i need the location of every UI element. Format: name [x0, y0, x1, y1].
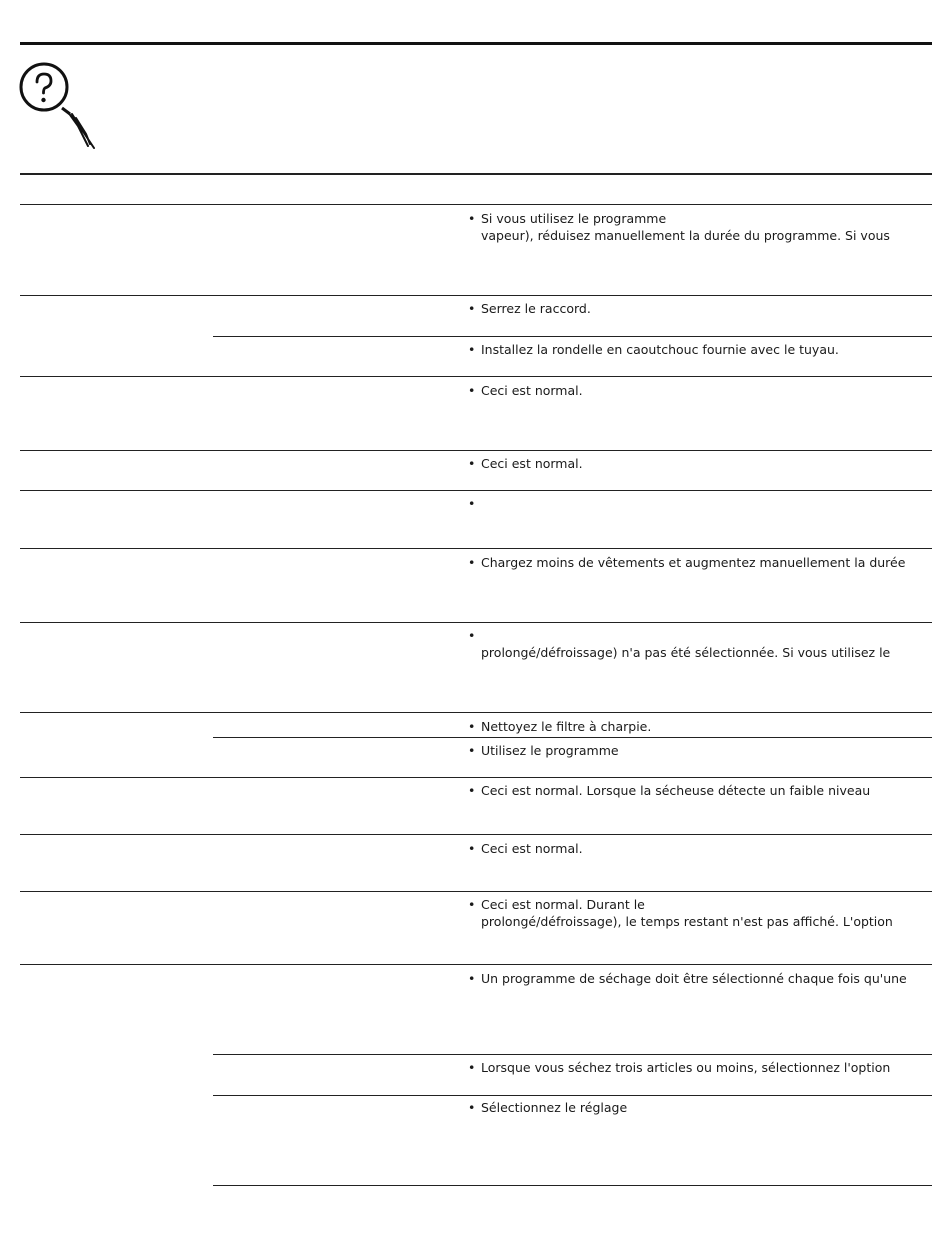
- solution-cell: [468, 896, 918, 930]
- solution-text: Ceci est normal. Lorsque la sécheuse détecte un faible niveau: [481, 783, 871, 798]
- solution-text: Installez la rondelle en caoutchouc fournie avec le tuyau.: [481, 342, 839, 357]
- solution-cell: [468, 341, 918, 358]
- bullet: •: [468, 628, 476, 643]
- row-divider: [20, 964, 932, 965]
- row-divider: [20, 777, 932, 778]
- solution-text: Serrez le raccord.: [481, 301, 591, 316]
- sub-row-divider: [213, 737, 932, 738]
- bullet: •: [468, 971, 476, 986]
- row-divider: [20, 490, 932, 491]
- sub-row-divider: [213, 1185, 932, 1186]
- row-divider: [20, 548, 932, 549]
- solution-text: Lorsque vous séchez trois articles ou moins, sélectionnez l'option: [481, 1060, 891, 1075]
- header-rule: [20, 42, 932, 45]
- solution-cell: [468, 627, 918, 661]
- solution-text: Utilisez le programme: [481, 743, 619, 758]
- bullet: •: [468, 897, 476, 912]
- solution-cell: [468, 970, 918, 987]
- sub-row-divider: [213, 1054, 932, 1055]
- bullet: •: [468, 719, 476, 734]
- solution-text: prolongé/défroissage) n'a pas été sélectionnée. Si vous utilisez le: [481, 645, 891, 660]
- bullet: •: [468, 1100, 476, 1115]
- bullet: •: [468, 383, 476, 398]
- row-divider: [20, 891, 932, 892]
- solution-cell: [468, 455, 918, 472]
- solution-text: Ceci est normal. Durant le: [481, 897, 645, 912]
- row-divider: [20, 622, 932, 623]
- solution-text: Si vous utilisez le programme: [481, 211, 667, 226]
- row-divider: [20, 450, 932, 451]
- solution-text: Chargez moins de vêtements et augmentez manuellement la durée: [481, 555, 906, 570]
- solution-cell: [468, 300, 918, 317]
- sub-row-divider: [213, 336, 932, 337]
- bullet: •: [468, 841, 476, 856]
- solution-text: Ceci est normal.: [481, 383, 583, 398]
- row-divider: [20, 834, 932, 835]
- solution-text: Nettoyez le filtre à charpie.: [481, 719, 652, 734]
- bullet: •: [468, 783, 476, 798]
- table-header-rule: [20, 173, 932, 175]
- solution-text: Ceci est normal.: [481, 841, 583, 856]
- row-divider: [20, 204, 932, 205]
- solution-cell: [468, 742, 918, 759]
- solution-text: vapeur), réduisez manuellement la durée du programme. Si vous: [481, 228, 890, 243]
- row-divider: [20, 295, 932, 296]
- solution-text: Un programme de séchage doit être sélectionné chaque fois qu'une: [481, 971, 907, 986]
- troubleshooting-magnifier-icon: [18, 58, 100, 154]
- solution-text: Ceci est normal.: [481, 456, 583, 471]
- solution-cell: [468, 782, 918, 799]
- bullet: •: [468, 301, 476, 316]
- bullet: •: [468, 743, 476, 758]
- row-divider: [20, 712, 932, 713]
- bullet: •: [468, 211, 476, 226]
- bullet: •: [468, 456, 476, 471]
- bullet: •: [468, 555, 476, 570]
- solution-text: prolongé/défroissage), le temps restant n'est pas affiché. L'option: [481, 914, 893, 929]
- row-divider: [20, 376, 932, 377]
- solution-cell: [468, 718, 918, 735]
- bullet: •: [468, 342, 476, 357]
- solution-cell: [468, 495, 918, 512]
- solution-cell: [468, 1059, 918, 1076]
- solution-cell: [468, 554, 918, 571]
- sub-row-divider: [213, 1095, 932, 1096]
- solution-cell: [468, 1099, 918, 1116]
- solution-cell: [468, 210, 918, 244]
- solution-cell: [468, 840, 918, 857]
- bullet: •: [468, 496, 476, 511]
- solution-cell: [468, 382, 918, 399]
- bullet: •: [468, 1060, 476, 1075]
- solution-text: Sélectionnez le réglage: [481, 1100, 628, 1115]
